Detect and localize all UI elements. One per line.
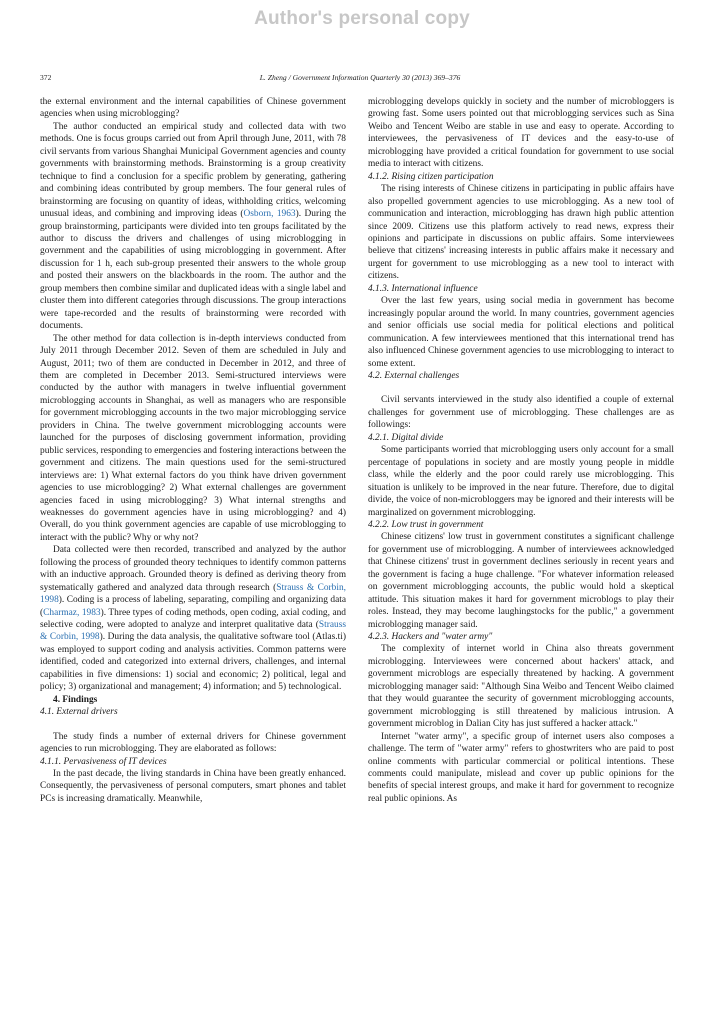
running-head: L. Zheng / Government Information Quarterly 30 (2013) 369–376	[259, 73, 461, 82]
subsubsection-heading: 4.2.1. Digital divide	[368, 432, 444, 443]
citation-link[interactable]: Osborn, 1963	[243, 209, 296, 220]
text: ). During the data analysis, the qualitative software tool (Atlas.ti) was employed to support coding and analysis activities. Common patterns were identified, coded and categorized into external drivers, challenges, and internal capabilities in five dimensions: 1) social and economic; 2) political, legal and policy; 3) organizational and management; 4) information; and 5) technological.	[40, 632, 346, 693]
paragraph: the external environment and the internal capabilities of Chinese government agencies when using microblogging?	[40, 97, 346, 120]
paragraph: Civil servants interviewed in the study also identified a couple of external challenges for government use of microblogging. These challenges are as followings:	[368, 395, 674, 431]
paragraph: microblogging develops quickly in society and the number of microbloggers is growing fast. Some users pointed out that microblogging services such as Sina Weibo and Tencent Weibo are stable in use and easy to operate. According to interviewees, the pervasiveness of IT devices and the easy-to-use of microblogging have provided a critical foundation for government to use social media to interact with citizens.	[368, 97, 674, 170]
subsubsection-heading: 4.2.2. Low trust in government	[368, 519, 484, 530]
right-column	[368, 96, 674, 805]
text: The author conducted an empirical study and collected data with two methods. One is focus groups carried out from April through June, 2011, with 78 civil servants from various Shanghai Municipal Government agencies and county governments with brainstorming methods. Brainstorming is a group creativity technique to find a conclusion for a specific problem by generating, gathering and combining ideas contributed by group members. The four general rules of brainstorming are focusing on quantity of ideas, withholding critics, welcoming unusual ideas, and combining and improving ideas (	[40, 121, 346, 220]
subsubsection-heading: 4.1.3. International influence	[368, 283, 478, 294]
spacer	[368, 382, 674, 394]
paragraph	[40, 121, 346, 333]
citation-link[interactable]: Strauss & Corbin, 1998	[40, 582, 346, 606]
paragraph: Some participants worried that microblogging users only account for a small percentage of populations in society and are mostly young people in middle class, while the elderly and the poor could rarely use microblogging. This situation is unlikely to be improved in the near future. Therefore, due to digital divide, the voice of non-microbloggers may be ignored and their interests will be marginalized on government microblogging.	[368, 445, 674, 518]
citation-link[interactable]: Strauss & Corbin, 1998	[40, 620, 346, 643]
paragraph	[40, 544, 346, 693]
text: ). Coding is a process of labeling, separating, compiling and organizing data (	[40, 595, 346, 618]
paragraph: In the past decade, the living standards in China have been greatly enhanced. Consequently, the pervasiveness of personal computers, smart phones and tablet PCs is increasing dramatically. Meanwhile,	[40, 769, 346, 804]
subsection-heading: 4.2. External challenges	[368, 370, 460, 381]
text: ). Three types of coding methods, open coding, axial coding, and selective coding, were adopted to analyze and interpret qualitative data (	[40, 607, 346, 631]
paragraph: The study finds a number of external drivers for Chinese government agencies to run microblogging. They are elaborated as follows:	[40, 731, 346, 755]
paragraph: The other method for data collection is in-depth interviews conducted from July 2011 through December 2012. Seven of them are scheduled in July and August, 2011; two of them are conducted in December in 2012, and three of them are completed in December 2013. Semi-structured interviews were conducted by the author with managers in twelve influential government microblogging accounts in Shanghai, as well as managers who are responsible for government microblogging accounts in the two major microblogging service providers in China. The twelve government microblogging accounts were launched for the purposes of disclosing government information, providing public services, responding to emergencies and fostering interactions between the government and citizens. The main questions used for the semi-structured interviews are: 1) What external factors do you think have driven government agencies to use microblogging? 2) What external challenges are government agencies faced in using microblogging? 3) What internal strengths and weaknesses do government agencies have in using microblogging? and 4) Overall, do you think government agencies are capable of use microblogging to interact with the public? Why or why not?	[40, 333, 346, 543]
text: Data collected were then recorded, transcribed and analyzed by the author following the process of grounded theory techniques to identify common patterns with an inductive approach. Grounded theory is defined as deriving theory from systematically gathered and analyzed data through research (	[40, 545, 346, 593]
left-column	[40, 96, 346, 805]
paragraph: Chinese citizens' low trust in government constitutes a significant challenge for government use of microblogging. A number of interviewees acknowledged that Chinese citizens' trust in government declines seriously in recent years and the government is facing a huge challenge. "For whatever information released on government microblogging accounts, the public would hold a skeptical attitude. This situation makes it hard for government microblogs to play their roles. Instead, they may become laughingstocks for the public," a government microblogging manager said.	[368, 532, 674, 630]
paragraph: The rising interests of Chinese citizens in participating in public affairs have also propelled government agencies to use microblogging. As a new tool of communication and interaction, microblogging has drawn high public attention since 2009. Citizens use this platform actively to read news, express their opinions and participate in discussions on public affairs. Some interviewees believe that citizens' increasing interests in public affairs make it necessary and urgent for government to use microblogging as a new tool to interact with citizens.	[368, 184, 674, 282]
paragraph: The complexity of internet world in China also threats government microblogging. Interviewees were concerned about hackers' attack, and government microblogs are especially threatened by hacking. A government microblogging manager said: "Although Sina Weibo and Tencent Weibo claimed that they would guarantee the security of government microblogging accounts, government microblogging is still threatened by malicious intrusion. A government microblog in Dalian City has just suffered a hacker attack."	[368, 644, 674, 730]
citation-link[interactable]: Charmaz, 1983	[43, 607, 101, 618]
page-number: 372	[40, 73, 52, 82]
spacer	[40, 719, 346, 731]
subsubsection-heading: 4.1.2. Rising citizen participation	[368, 171, 494, 182]
section-heading: 4. Findings	[53, 694, 98, 705]
watermark: Author's personal copy	[254, 8, 470, 29]
text: ). During the group brainstorming, participants were divided into ten groups facilitated by the author to discuss the drivers and challenges of using microblogging in government and the capabilities of using microblogging in government. After discussion for 1 h, each sub-group presented their answers to the whole group and posted their answers on the blackboards in the room. The author and the group members then combine similar and duplicated ideas with a single label and cluster them into different categories through discussions. The group interactions were tape-recorded and the results of brainstorming were recorded with documents.	[40, 209, 346, 332]
subsubsection-heading: 4.2.3. Hackers and "water army"	[368, 632, 493, 643]
subsubsection-heading: 4.1.1. Pervasiveness of IT devices	[40, 756, 167, 767]
paragraph: Internet "water army", a specific group of internet users also composes a challenge. The term of "water army" refers to ghostwriters who are paid to post online comments with particular commercial or political intentions. These comments could manipulate, mislead and cover up public opinions for the benefits of special interest groups, and make it hard for government to recognize real public opinions. As	[368, 731, 674, 804]
subsection-heading: 4.1. External drivers	[40, 707, 118, 718]
paragraph: Over the last few years, using social media in government has become increasingly popular around the world. In many countries, government agencies and senior officials use social media for political elections and political communication. A few interviewees mentioned that this international trend has also influenced Chinese government agencies to use microblogging to interact to some extent.	[368, 296, 674, 369]
